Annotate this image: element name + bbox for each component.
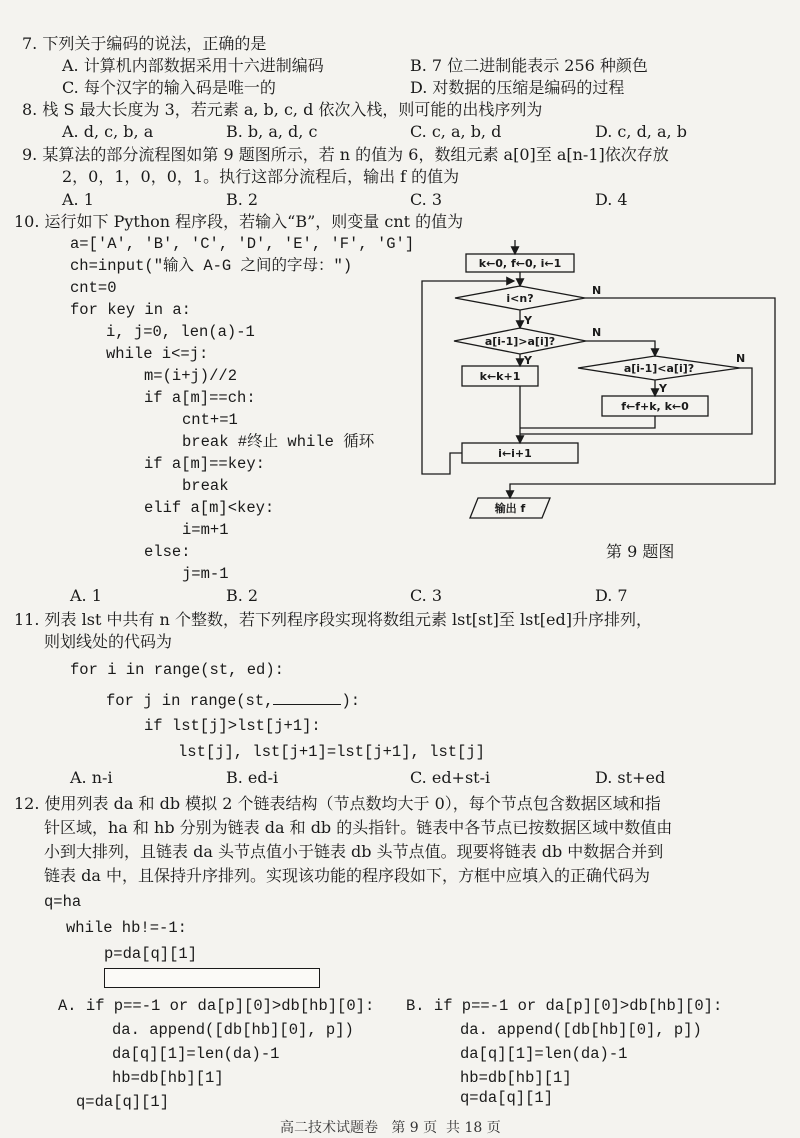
flowchart-fk-text: f←f+k, k←0: [621, 400, 689, 413]
q7-option-b: B. 7 位二进制能表示 256 种颜色: [410, 56, 648, 75]
q12-stem-line: 针区域，ha 和 hb 分别为链表 da 和 db 的头指针。链表中各节点已按数据区域中数值由: [44, 818, 673, 837]
q11-stem-line1: 11. 列表 lst 中共有 n 个整数，若下列程序段实现将数组元素 lst[st]至 lst[ed]升序排列，: [14, 610, 652, 629]
q11-code-line: for i in range(st, ed):: [70, 661, 284, 679]
q11-stem-line2: 则划线处的代码为: [44, 632, 173, 651]
q10-code-line: if a[m]==ch:: [144, 389, 256, 407]
q12-code-line: while hb!=-1:: [66, 919, 187, 937]
q8-option-b: B. b, a, d, c: [226, 122, 318, 141]
q8-stem: 8. 栈 S 最大长度为 3，若元素 a, b, c, d 依次入栈，则可能的出栈序列为: [22, 100, 543, 119]
q10-option-c: C. 3: [410, 586, 443, 605]
q10-option-d: D. 7: [595, 586, 628, 605]
q10-code-line: for key in a:: [70, 301, 191, 319]
q9-stem-line2: 2，0，1，0，0，1。执行这部分流程后，输出 f 的值为: [62, 167, 460, 186]
page-footer: 高二技术试题卷 第 9 页 共 18 页: [280, 1120, 501, 1136]
q10-option-b: B. 2: [226, 586, 259, 605]
q10-code-line: while i<=j:: [106, 345, 209, 363]
q11-option-b: B. ed-i: [226, 768, 279, 787]
flowchart-yes-label: Y: [524, 354, 532, 367]
q12-stem-line: 小到大排列，且链表 da 头节点值小于链表 db 头节点值。现要将链表 db 中数据合并到: [44, 842, 664, 861]
q10-code-line: i, j=0, len(a)-1: [106, 323, 255, 341]
q10-option-a: A. 1: [70, 586, 102, 605]
q10-code-line: j=m-1: [182, 565, 229, 583]
q10-code-line: if a[m]==key:: [144, 455, 265, 473]
q7-option-c: C. 每个汉字的输入码是唯一的: [62, 78, 276, 97]
q12-option-a-line: A. if p==-1 or da[p][0]>db[hb][0]:: [58, 997, 375, 1015]
q8-option-a: A. d, c, b, a: [62, 122, 154, 141]
q11-blank-underline: [273, 688, 341, 705]
q10-code-line: m=(i+j)//2: [144, 367, 238, 385]
flowchart-output-text: 输出 f: [494, 502, 526, 515]
flowchart-yes-label: Y: [524, 314, 532, 327]
flowchart-no-label: N: [592, 326, 602, 339]
q9-option-a: A. 1: [62, 190, 94, 209]
q8-option-d: D. c, d, a, b: [595, 122, 687, 141]
q10-code-line: else:: [144, 543, 191, 561]
q12-option-a-line: da[q][1]=len(da)-1: [112, 1045, 280, 1063]
q10-code-line: break #终止 while 循环: [182, 433, 375, 451]
flowchart-no-label: N: [736, 352, 746, 365]
q12-option-b-line: q=da[q][1]: [460, 1089, 554, 1107]
q12-option-a-line: hb=db[hb][1]: [112, 1069, 224, 1087]
q11-code-line: for j in range(st, ):: [106, 688, 360, 711]
q9-option-d: D. 4: [595, 190, 628, 209]
q10-code-line: i=m+1: [182, 521, 229, 539]
q11-code-line: if lst[j]>lst[j+1]:: [144, 717, 321, 735]
q10-code-line: elif a[m]<key:: [144, 499, 275, 517]
q10-code-line: break: [182, 477, 229, 495]
q8-option-c: C. c, a, b, d: [410, 122, 502, 141]
flowchart-k-text: k←k+1: [479, 370, 521, 383]
q9-option-c: C. 3: [410, 190, 443, 209]
q11-option-d: D. st+ed: [595, 768, 666, 787]
q10-code-line: cnt+=1: [182, 411, 238, 429]
q11-code-line: lst[j], lst[j+1]=lst[j+1], lst[j]: [178, 743, 485, 761]
q11-option-c: C. ed+st-i: [410, 768, 491, 787]
q12-option-b-line: B. if p==-1 or da[p][0]>db[hb][0]:: [406, 997, 723, 1015]
flowchart-figure: [410, 236, 790, 536]
q9-stem-line1: 9. 某算法的部分流程图如第 9 题图所示，若 n 的值为 6，数组元素 a[0]至 a[n-1]依次存放: [22, 145, 669, 164]
flowchart-init-text: k←0, f←0, i←1: [478, 257, 562, 270]
q10-code-line: a=['A', 'B', 'C', 'D', 'E', 'F', 'G']: [70, 235, 415, 253]
flowchart-i-text: i←i+1: [498, 447, 532, 460]
q10-code-line: ch=input("输入 A-G 之间的字母："): [70, 257, 353, 275]
q12-option-b-line: hb=db[hb][1]: [460, 1069, 572, 1087]
q12-option-a-line: q=da[q][1]: [76, 1093, 170, 1111]
q12-code-line: q=ha: [44, 893, 82, 911]
q7-stem: 7. 下列关于编码的说法，正确的是: [22, 34, 267, 53]
q12-option-b-line: da. append([db[hb][0], p]): [460, 1021, 702, 1039]
q11-option-a: A. n-i: [70, 768, 113, 787]
flowchart-cond2-text: a[i-1]>a[i]?: [484, 335, 556, 348]
q10-code-line: cnt=0: [70, 279, 117, 297]
q7-option-d: D. 对数据的压缩是编码的过程: [410, 78, 625, 97]
q10-stem: 10. 运行如下 Python 程序段，若输入“B”，则变量 cnt 的值为: [14, 212, 464, 231]
q12-option-a-line: da. append([db[hb][0], p]): [112, 1021, 354, 1039]
q12-stem-line: 12. 使用列表 da 和 db 模拟 2 个链表结构（节点数均大于 0），每个节点包含数据区域和指: [14, 794, 661, 813]
q12-stem-line: 链表 da 中，且保持升序排列。实现该功能的程序段如下，方框中应填入的正确代码为: [44, 866, 650, 885]
flowchart-cond1-text: i<n?: [506, 292, 534, 305]
q7-option-a: A. 计算机内部数据采用十六进制编码: [62, 56, 324, 75]
flowchart-cond3-text: a[i-1]<a[i]?: [623, 362, 695, 375]
flowchart-no-label: N: [592, 284, 602, 297]
flowchart-yes-label: Y: [659, 382, 667, 395]
q12-code-line: p=da[q][1]: [104, 945, 198, 963]
q9-option-b: B. 2: [226, 190, 259, 209]
flowchart-caption: 第 9 题图: [606, 542, 675, 561]
q12-answer-box: [104, 968, 320, 988]
q12-option-b-line: da[q][1]=len(da)-1: [460, 1045, 628, 1063]
